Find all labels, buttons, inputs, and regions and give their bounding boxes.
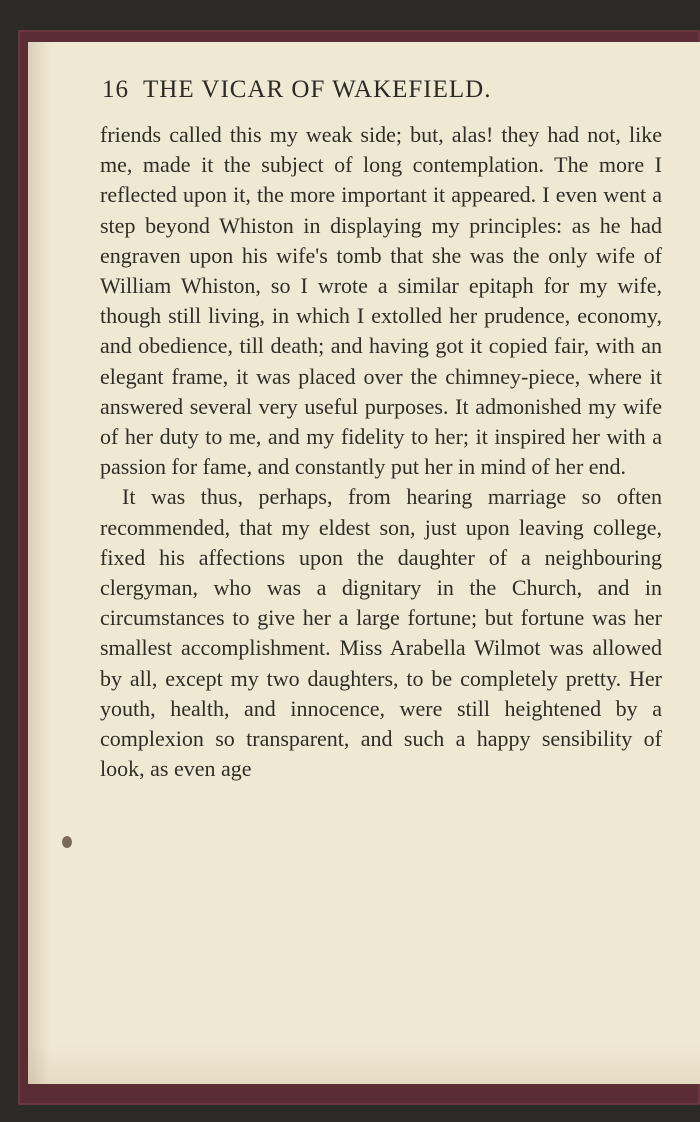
margin-mark (62, 836, 72, 848)
paragraph-1: friends called this my weak side; but, alas! they had not, like me, made it the subject of long contemplation. The more I reflected upon it, the more important it appeared. I even went a step beyond Whiston in displaying my principles: as he had engraven upon his wife's tomb that she was the only wife of William Whiston, so I wrote a similar epitaph for my wife, though still living, in which I extolled her prudence, economy, and obedience, till death; and having got it copied fair, with an elegant frame, it was placed over the chimney-piece, where it answered several very useful purposes. It admonished my wife of her duty to me, and my fidelity to her; it inspired her with a passion for fame, and constantly put her in mind of her end. (100, 122, 662, 480)
running-header (102, 76, 662, 110)
page-number: 16 (102, 76, 129, 103)
page-body (100, 120, 662, 784)
paragraph-2: It was thus, perhaps, from hearing marriage so often recommended, that my eldest son, just upon leaving college, fixed his affections upon the daughter of a neighbouring clergyman, who was a dignitary in the Church, and in circumstances to give her a large fortune; but fortune was her smallest accomplishment. Miss Arabella Wilmot was allowed by all, except my two daughters, to be completely pretty. Her youth, health, and innocence, were still heightened by a complexion so transparent, and such a happy sensibility of look, as even age (100, 484, 662, 782)
book-title: THE VICAR OF WAKEFIELD. (143, 76, 492, 103)
